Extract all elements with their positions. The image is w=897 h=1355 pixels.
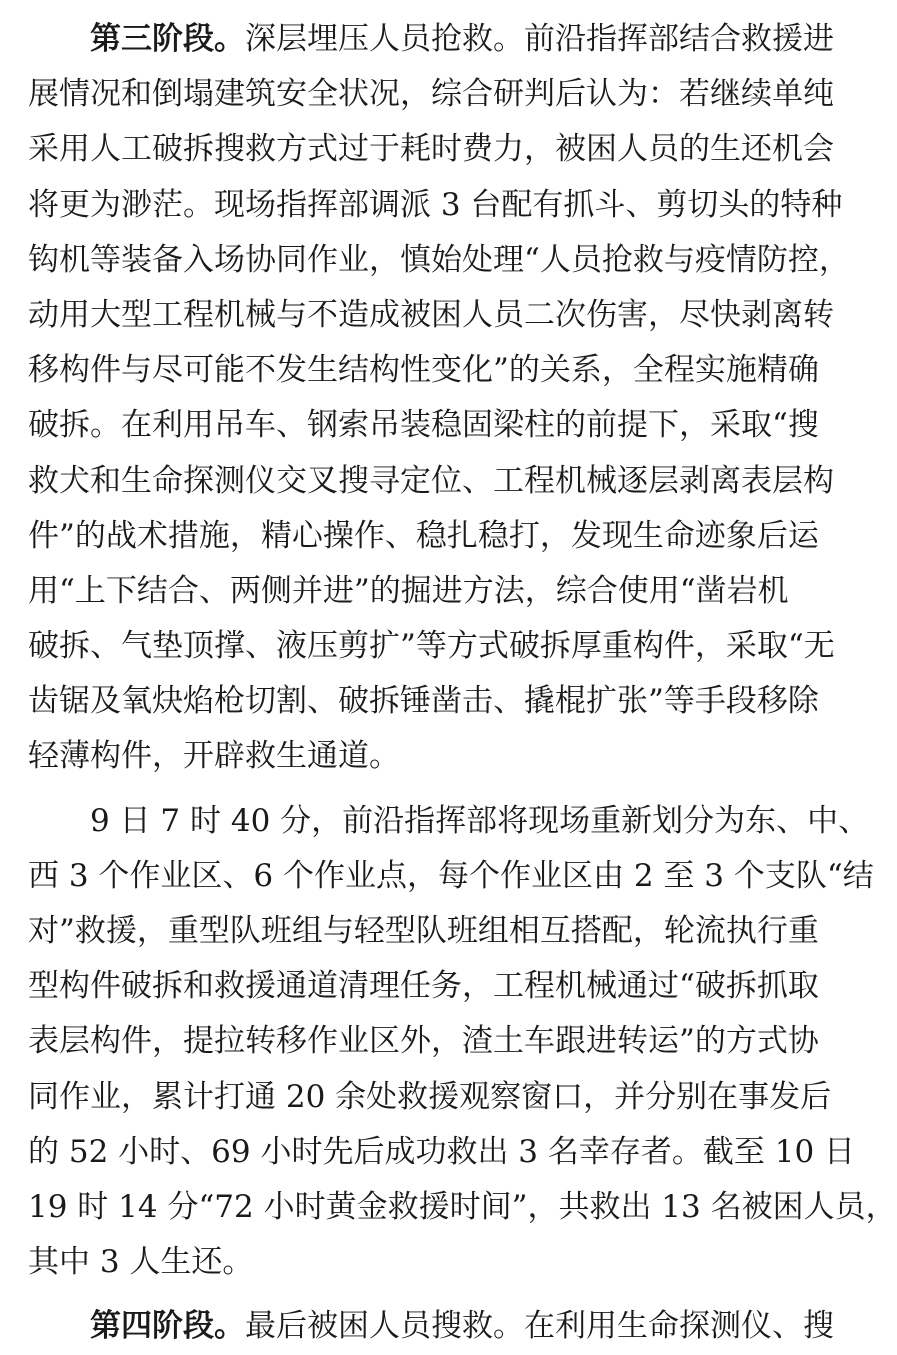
text-line: 表层构件，提拉转移作业区外，渣土车跟进转运”的方式协: [28, 1023, 819, 1060]
text-line: 同作业，累计打通 20 余处救援观察窗口，并分别在事发后: [28, 1078, 832, 1115]
text-line: 救犬和生命探测仪交叉搜寻定位、工程机械逐层剥离表层构: [28, 462, 834, 499]
text-line: 移构件与尽可能不发生结构性变化”的关系，全程实施精确: [28, 352, 819, 389]
text-line: 型构件破拆和救援通道清理任务，工程机械通过“破拆抓取: [28, 968, 819, 1005]
text-line: 动用大型工程机械与不造成被困人员二次伤害，尽快剥离转: [28, 296, 834, 333]
text-line: 将更为渺茫。现场指挥部调派 3 台配有抓斗、剪切头的特种: [28, 186, 843, 223]
paragraph-stage-three: [28, 12, 850, 785]
text-line: 对”救援，重型队班组与轻型队班组相互搭配，轮流执行重: [28, 913, 819, 949]
text-line: 的 52 小时、69 小时先后成功救出 3 名幸存者。截至 10 日: [28, 1133, 856, 1170]
text-line: [28, 1299, 834, 1354]
stage-three-heading: 第三阶段。: [90, 21, 245, 57]
text-line: 19 时 14 分“72 小时黄金救援时间”，共救出 13 名被困人员，: [28, 1188, 897, 1225]
paragraph-rescue-operations: [28, 794, 897, 1291]
text-line: 件”的战术措施，精心操作、稳扎稳打，发现生命迹象后运: [28, 517, 819, 554]
text-line-content: 最后被困人员搜救。在利用生命探测仪、搜: [245, 1308, 834, 1345]
text-line: 破拆。在利用吊车、钢索吊装稳固梁柱的前提下，采取“搜: [28, 407, 819, 444]
text-line: 西 3 个作业区、6 个作业点，每个作业区由 2 至 3 个支队“结: [28, 857, 874, 894]
text-line: 钩机等装备入场协同作业，慎始处理“人员抢救与疫情防控，: [28, 241, 850, 278]
text-line: 其中 3 人生还。: [28, 1244, 254, 1281]
stage-four-heading: 第四阶段。: [90, 1308, 245, 1345]
paragraph-stage-four: [28, 1299, 834, 1354]
text-line: 9 日 7 时 40 分，前沿指挥部将现场重新划分为东、中、: [90, 802, 870, 839]
text-line: 齿锯及氧炔焰枪切割、破拆锤凿击、撬棍扩张”等手段移除: [28, 683, 819, 720]
text-line: 破拆、气垫顶撑、液压剪扩”等方式破拆厚重构件，采取“无: [28, 628, 835, 665]
text-line-content: 深层埋压人员抢救。前沿指挥部结合救援进: [245, 21, 834, 57]
text-line: 采用人工破拆搜救方式过于耗时费力，被困人员的生还机会: [28, 131, 834, 168]
text-line: 轻薄构件，开辟救生通道。: [28, 738, 400, 775]
text-line: 展情况和倒塌建筑安全状况，综合研判后认为：若继续单纯: [28, 76, 834, 113]
text-line: [28, 12, 834, 67]
text-line: 用“上下结合、两侧并进”的掘进方法，综合使用“凿岩机: [28, 572, 789, 609]
